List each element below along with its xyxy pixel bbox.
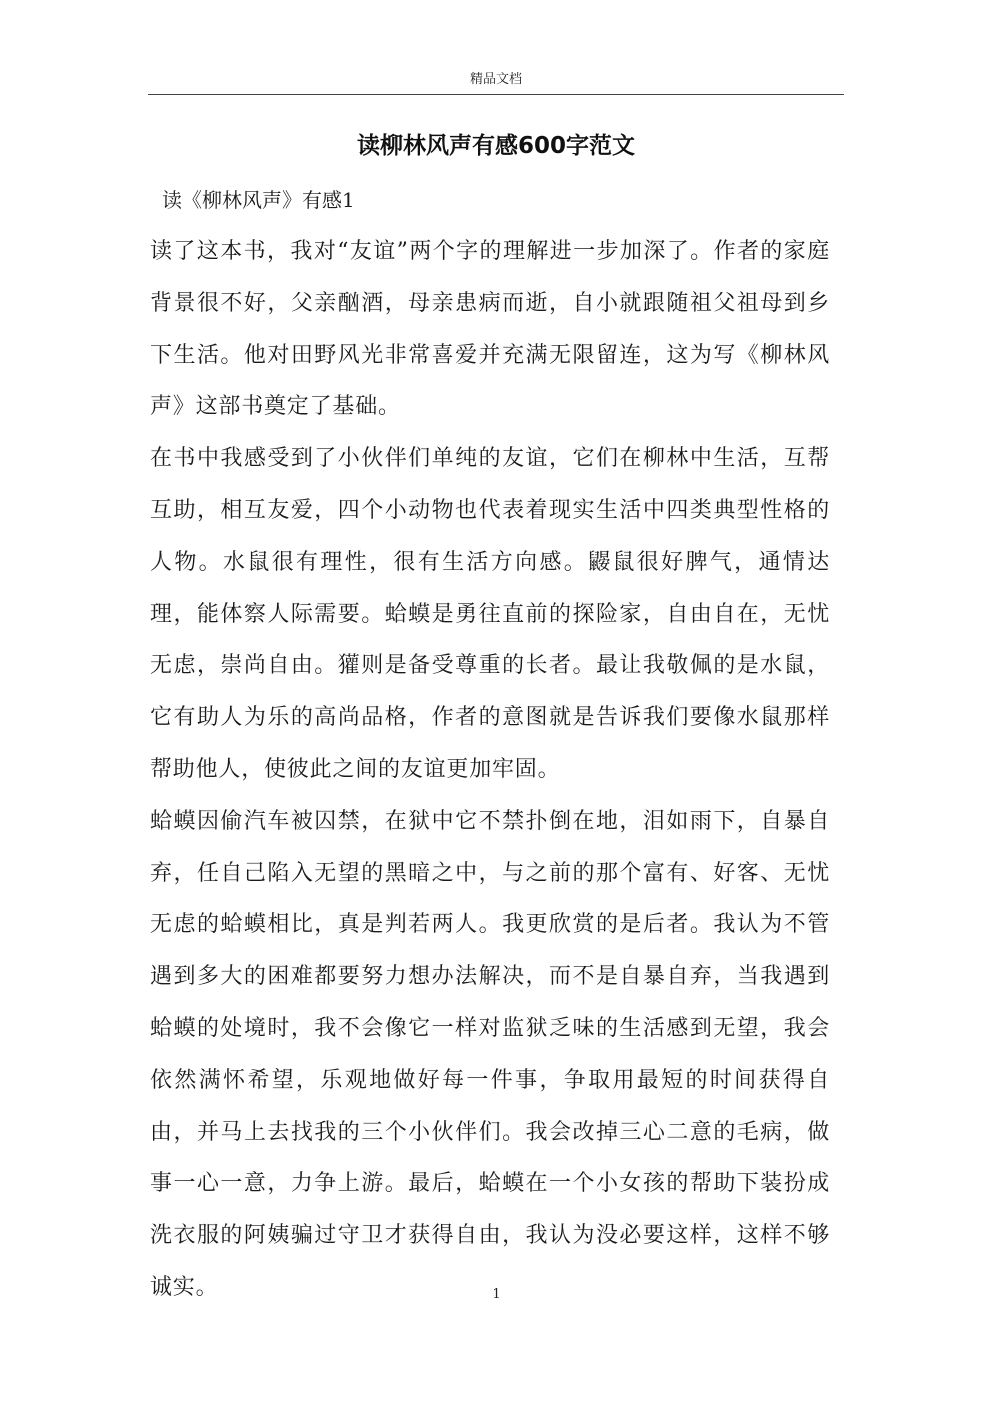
paragraph-2: 在书中我感受到了小伙伴们单纯的友谊，它们在柳林中生活，互帮互助，相互友爱，四个小动物也代表着现实生活中四类典型性格的人物。水鼠很有理性，很有生活方向感。鼹鼠很好脾气，通情达理，能体察人际需要。蛤蟆是勇往直前的探险家，自由自在，无忧无虑，崇尚自由。獾则是备受尊重的长者。最让我敬佩的是水鼠，它有助人为乐的高尚品格，作者的意图就是告诉我们要像水鼠那样帮助他人，使彼此之间的友谊更加牢固。	[150, 446, 830, 782]
document-body	[150, 226, 830, 1314]
document-title: 读柳林风声有感600字范文	[356, 133, 635, 159]
page-number: 1	[492, 1287, 501, 1302]
paragraph-1: 读了这本书，我对“友谊”两个字的理解进一步加深了。作者的家庭背景很不好，父亲酗酒，母亲患病而逝，自小就跟随祖父祖母到乡下生活。他对田野风光非常喜爱并充满无限留连，这为写《柳林风声》这部书奠定了基础。	[150, 239, 830, 420]
paragraph-3: 蛤蟆因偷汽车被囚禁，在狱中它不禁扑倒在地，泪如雨下，自暴自弃，任自己陷入无望的黑暗之中，与之前的那个富有、好客、无忧无虑的蛤蟆相比，真是判若两人。我更欣赏的是后者。我认为不管遇到多大的困难都要努力想办法解决，而不是自暴自弃，当我遇到蛤蟆的处境时，我不会像它一样对监狱乏味的生活感到无望，我会依然满怀希望，乐观地做好每一件事，争取用最短的时间获得自由，并马上去找我的三个小伙伴们。我会改掉三心二意的毛病，做事一心一意，力争上游。最后，蛤蟆在一个小女孩的帮助下装扮成洗衣服的阿姨骗过守卫才获得自由，我认为没必要这样，这样不够诚实。	[150, 808, 830, 1300]
page-header: 精品文档	[148, 68, 844, 95]
section-subtitle: 读《柳林风声》有感1	[162, 188, 355, 212]
